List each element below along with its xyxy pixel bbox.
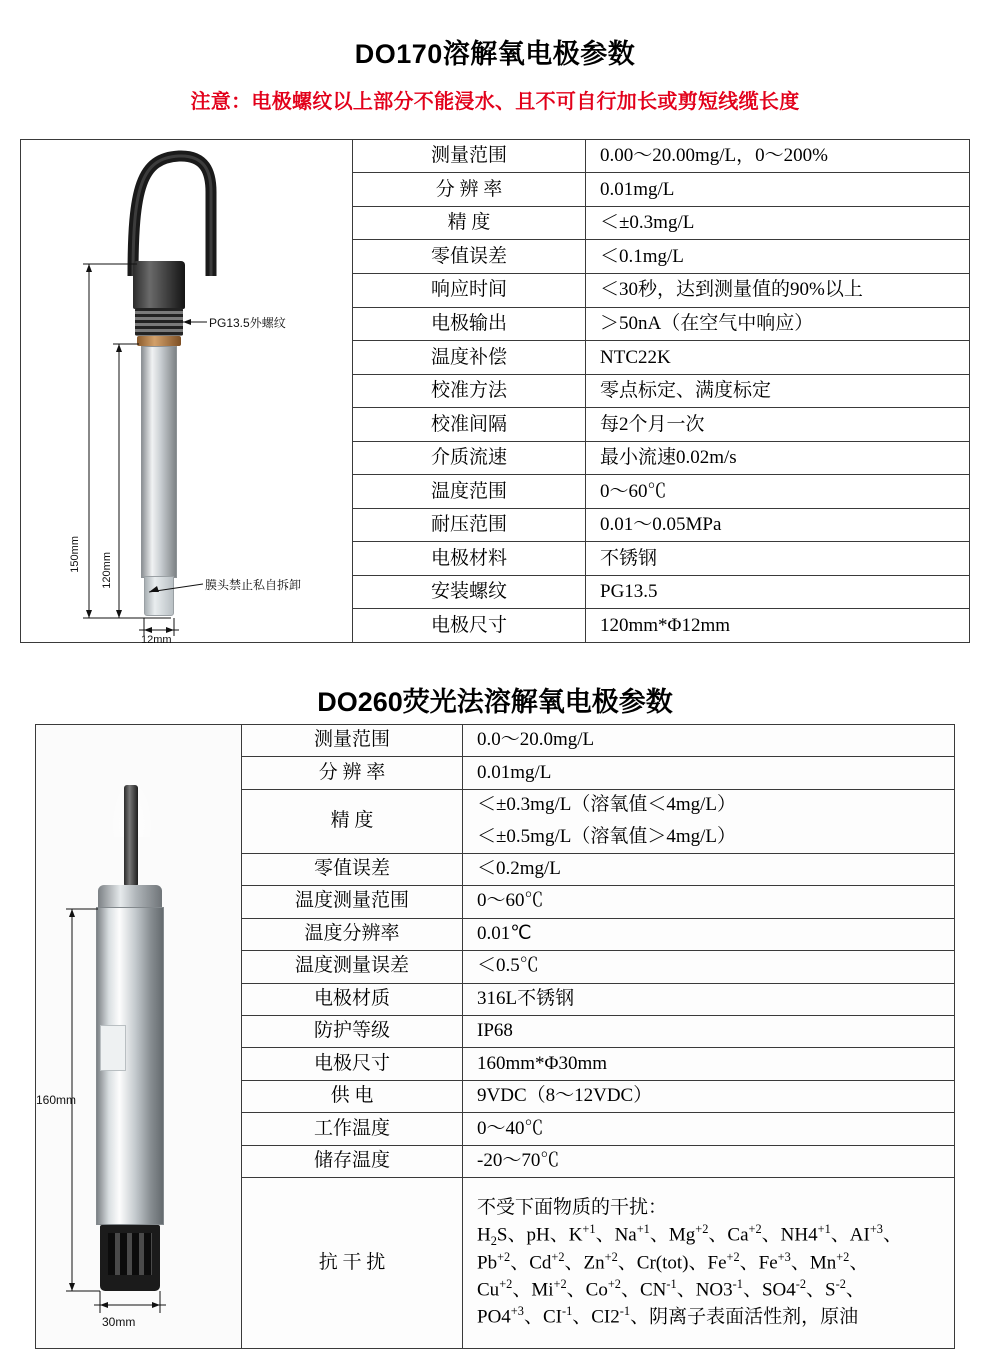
spec-value: 160mm*Φ30mm	[463, 1048, 955, 1080]
spec-value: ＜0.5℃	[463, 951, 955, 983]
spec-value: PG13.5	[586, 575, 970, 609]
spec-key: 工作温度	[242, 1113, 463, 1145]
spec-value: 0.0～20.0mg/L	[463, 725, 955, 757]
table-row	[242, 789, 954, 821]
table-row	[353, 140, 969, 173]
spec-value-interference	[463, 1178, 955, 1348]
spec-key: 安装螺纹	[353, 575, 586, 609]
table-row	[353, 240, 969, 274]
table-row	[353, 341, 969, 375]
spec-value: 0～60℃	[463, 886, 955, 918]
interference-line: $Pb^{+2}$、$Cd^{+2}$、$Zn^{+2}$、Cr(tot)、$Fe^{+2}$、$Fe^{+3}$、$Mn^{+2}$、	[477, 1250, 869, 1274]
section1-title: DO170溶解氧电极参数	[354, 39, 636, 69]
spec-key: 温度测量范围	[242, 886, 463, 918]
do170-drawing	[21, 140, 353, 646]
interference-intro: 不受下面物质的干扰：	[477, 1197, 668, 1219]
interference-line: $PO4^{+3}$、$CI^{-1}$、$CI2^{-1}$、阴离子表面活性剂，原油	[477, 1304, 859, 1328]
spec-value: 120mm*Φ12mm	[586, 609, 970, 642]
table-row	[353, 475, 969, 509]
spec-key: 分 辨 率	[353, 173, 586, 207]
spec-key: 精 度	[353, 206, 586, 240]
table-row	[242, 951, 954, 983]
do260-drawing	[36, 725, 242, 1348]
spec-value: 0.01～0.05MPa	[586, 508, 970, 542]
table-row	[353, 542, 969, 576]
table-row	[353, 374, 969, 408]
spec-key: 电极材料	[353, 542, 586, 576]
spec-key: 介质流速	[353, 441, 586, 475]
spec-value: 0.01mg/L	[463, 757, 955, 789]
spec-key: 温度补偿	[353, 341, 586, 375]
spec-key: 零值误差	[242, 853, 463, 885]
spec-key: 供 电	[242, 1080, 463, 1112]
spec-key: 电极输出	[353, 307, 586, 341]
spec-value: NTC22K	[586, 341, 970, 375]
table-row	[353, 307, 969, 341]
table-row	[353, 274, 969, 308]
table-row	[242, 983, 954, 1015]
spec-key: 抗 干 扰	[242, 1178, 463, 1348]
table-row	[353, 206, 969, 240]
do260-spec-table	[242, 725, 954, 1348]
table-row	[353, 173, 969, 207]
table-row	[242, 1015, 954, 1047]
spec-value: ＜0.2mg/L	[463, 853, 955, 885]
table-row	[242, 918, 954, 950]
do170-spec-table	[353, 140, 969, 642]
spec-key: 校准间隔	[353, 408, 586, 442]
table-row	[242, 1113, 954, 1145]
dim-120-label: 120mm	[101, 552, 113, 589]
spec-key: 耐压范围	[353, 508, 586, 542]
spec-value: 316L不锈钢	[463, 983, 955, 1015]
dim-160-label: 160mm	[36, 1093, 77, 1107]
spec-value: 0.01℃	[463, 918, 955, 950]
spec-value: ＞50nA（在空气中响应）	[586, 307, 970, 341]
spec-value: IP68	[463, 1015, 955, 1047]
callout-membrane: 膜头禁止私自拆卸	[205, 578, 302, 592]
dim-12-label: 12mm	[141, 634, 172, 646]
table-row	[242, 757, 954, 789]
interference-line: $Cu^{+2}$、$Mi^{+2}$、$Co^{+2}$、$CN^{-1}$、$NO3^{-1}$、$SO4^{-2}$、$S^{-2}$、	[477, 1277, 865, 1301]
section1-notice: 注意：电极螺纹以上部分不能浸水、且不可自行加长或剪短线缆长度	[190, 91, 800, 113]
table-row	[353, 609, 969, 642]
spec-key: 温度分辨率	[242, 918, 463, 950]
section2-block	[35, 724, 955, 1349]
spec-key: 分 辨 率	[242, 757, 463, 789]
table-row	[242, 886, 954, 918]
table-row-interference	[242, 1178, 954, 1348]
spec-value: 不锈钢	[586, 542, 970, 576]
dimension-lines	[36, 725, 242, 1350]
dim-150-label: 150mm	[69, 536, 81, 573]
spec-key: 电极材质	[242, 983, 463, 1015]
table-row	[353, 508, 969, 542]
section2-title: DO260荧光法溶解氧电极参数	[317, 687, 673, 717]
spec-value: ＜±0.3mg/L	[586, 206, 970, 240]
spec-value: 最小流速0.02m/s	[586, 441, 970, 475]
table-row	[353, 575, 969, 609]
spec-key: 响应时间	[353, 274, 586, 308]
interference-line: $H_2S$、pH、$K^{+1}$、$Na^{+1}$、$Mg^{+2}$、$Ca^{+2}$、$NH4^{+1}$、$AI^{+3}$、	[477, 1221, 902, 1249]
dim-30-label: 30mm	[102, 1315, 136, 1329]
spec-key: 防护等级	[242, 1015, 463, 1047]
section1-block	[20, 139, 970, 646]
spec-key: 校准方法	[353, 374, 586, 408]
table-row	[242, 1145, 954, 1177]
table-row	[242, 725, 954, 757]
spec-key: 零值误差	[353, 240, 586, 274]
table-row	[242, 853, 954, 885]
spec-value: ＜±0.3mg/L（溶氧值＜4mg/L）	[463, 789, 955, 821]
spec-key: 电极尺寸	[242, 1048, 463, 1080]
do170-spec-table-pane	[353, 140, 969, 642]
spec-key: 储存温度	[242, 1145, 463, 1177]
spec-value: ＜30秒，达到测量值的90%以上	[586, 274, 970, 308]
callout-thread: PG13.5外螺纹	[209, 316, 286, 330]
table-row	[242, 1080, 954, 1112]
spec-value: 每2个月一次	[586, 408, 970, 442]
spec-key: 电极尺寸	[353, 609, 586, 642]
table-row	[242, 1048, 954, 1080]
table-row	[353, 441, 969, 475]
do260-spec-table-pane	[242, 725, 954, 1348]
spec-value: 0.01mg/L	[586, 173, 970, 207]
spec-value: -20～70℃	[463, 1145, 955, 1177]
spec-value: 0.00～20.00mg/L，0～200%	[586, 140, 970, 173]
spec-value: 0～40℃	[463, 1113, 955, 1145]
spec-value-secondary: ＜±0.5mg/L（溶氧值＞4mg/L）	[463, 821, 955, 853]
spec-key: 测量范围	[353, 140, 586, 173]
spec-value: 0～60℃	[586, 475, 970, 509]
spec-key: 精 度	[242, 789, 463, 853]
spec-value: 零点标定、满度标定	[586, 374, 970, 408]
table-row	[353, 408, 969, 442]
spec-key: 温度范围	[353, 475, 586, 509]
spec-value: ＜0.1mg/L	[586, 240, 970, 274]
spec-key: 测量范围	[242, 725, 463, 757]
spec-key: 温度测量误差	[242, 951, 463, 983]
spec-value: 9VDC（8～12VDC）	[463, 1080, 955, 1112]
